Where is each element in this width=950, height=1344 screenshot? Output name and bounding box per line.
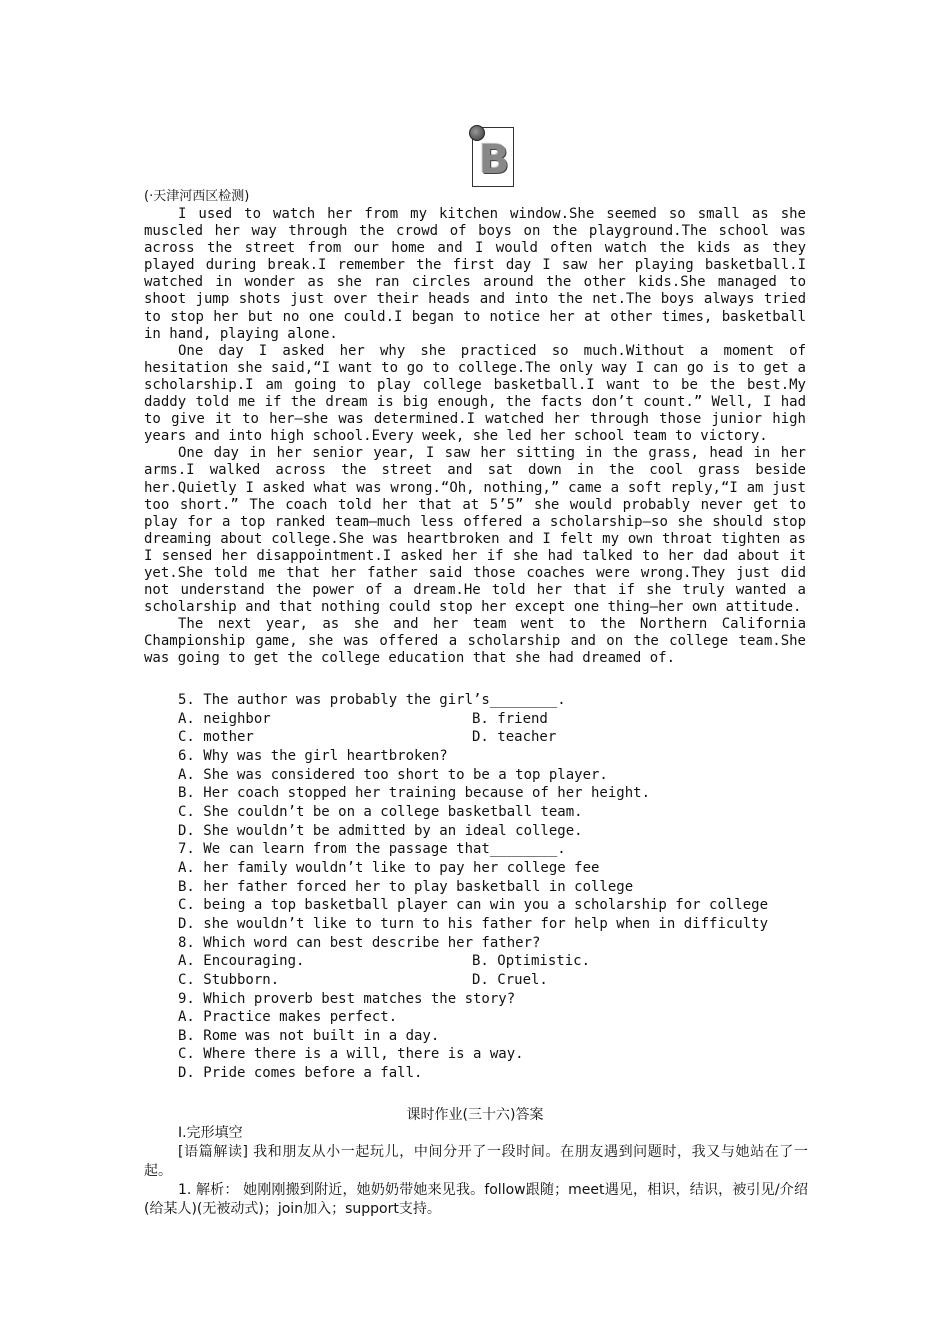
option-6c: C. She couldn’t be on a college basketball team. <box>178 803 583 820</box>
section-letter: B <box>479 137 510 183</box>
option-6d: D. She wouldn’t be admitted by an ideal college. <box>178 822 583 839</box>
reading-explanation: [语篇解读] 我和朋友从小一起玩儿，中间分开了一段时间。在朋友遇到问题时，我又与她站在了一起。 <box>144 1144 808 1179</box>
option-8b: B. Optimistic. <box>472 953 591 970</box>
question-9: 9. Which proverb best matches the story? <box>178 990 516 1007</box>
option-6a: A. She was considered too short to be a top player. <box>178 766 608 783</box>
question-7: 7. We can learn from the passage that________. <box>178 841 566 858</box>
options-row <box>178 728 808 747</box>
section-b-badge <box>472 127 514 187</box>
passage-paragraph-4: The next year, as she and her team went to the Northern California Championship game, she was offered a scholarship and on the college team.She was going to get the college education that she had dreamed of. <box>144 616 806 667</box>
option-8d: D. Cruel. <box>472 971 548 988</box>
option-7c: C. being a top basketball player can win you a scholarship for college <box>178 897 769 914</box>
option-7a: A. her family wouldn’t like to pay her college fee <box>178 859 600 876</box>
option-5d: D. teacher <box>472 729 557 746</box>
source-note: (·天津河西区检测) <box>144 189 250 204</box>
options-row <box>178 971 808 990</box>
answers-title: 课时作业(三十六)答案 <box>406 1107 544 1123</box>
option-9c: C. Where there is a will, there is a way. <box>178 1046 524 1063</box>
passage-paragraph-3: One day in her senior year, I saw her sitting in the grass, head in her arms.I walked across the street and sat down in the cool grass beside her.Quietly I asked what was wrong.“Oh, nothing,” came a soft reply,“I am just too short.” The coach told her that at 5’5” she would probably never get to play for a top ranked team—much less offered a scholarship—so she should stop dreaming about college.She was heartbroken and I felt my own throat tighten as I sensed her disappointment.I asked her if she had talked to her dad about it yet.She told me that her father said those coaches were wrong.They just did not understand the power of a dream.He told her that if she truly wanted a scholarship and that nothing could stop her except one thing—her own attitude. <box>144 445 806 616</box>
options-row <box>178 952 808 971</box>
options-row <box>178 710 808 729</box>
option-9b: B. Rome was not built in a day. <box>178 1027 440 1044</box>
option-5b: B. friend <box>472 710 548 727</box>
option-5a: A. neighbor <box>178 710 271 727</box>
option-7b: B. her father forced her to play basketball in college <box>178 878 634 895</box>
question-5: 5. The author was probably the girl’s________. <box>178 692 566 708</box>
option-6b: B. Her coach stopped her training because of her height. <box>178 785 651 802</box>
option-8c: C. Stubborn. <box>178 971 280 988</box>
passage-paragraph-1: I used to watch her from my kitchen window.She seemed so small as she muscled her way through the crowd of boys on the playground.The school was across the street from our home and I would often watch the kids as they played during break.I remember the first day I saw her playing basketball.I watched in wonder as she ran circles around the other kids.She managed to shoot jump shots just over their heads and into the net.The boys always tried to stop her but no one could.I began to notice her at other times, basketball in hand, playing alone. <box>144 206 806 342</box>
option-9d: D. Pride comes before a fall. <box>178 1065 423 1082</box>
passage-paragraph-2: One day I asked her why she practiced so much.Without a moment of hesitation she said,“I want to go to college.The only way I can go is to get a scholarship.I am going to play college basketball.I want to be the best.My daddy told me if the dream is big enough, the facts don’t count.” Well, I had to give it to her—she was determined.I watched her through those junior high years and into high school.Every week, she led her school team to victory. <box>144 342 806 445</box>
option-8a: A. Encouraging. <box>178 953 305 970</box>
answer-item-1: 1. 解析： 她刚刚搬到附近，她奶奶带她来见我。follow跟随；meet遇见，相识，结识，被引见/介绍(给某人)(无被动式)；join加入；support支持。 <box>144 1182 808 1217</box>
option-7d: D. she wouldn’t like to turn to his father for help when in difficulty <box>178 915 769 932</box>
question-list <box>178 691 808 1083</box>
answers-section <box>144 1124 808 1219</box>
reading-passage <box>144 206 806 668</box>
option-9a: A. Practice makes perfect. <box>178 1009 398 1026</box>
question-8: 8. Which word can best describe her father? <box>178 934 541 951</box>
option-5c: C. mother <box>178 729 254 746</box>
question-6: 6. Why was the girl heartbroken? <box>178 747 448 764</box>
answers-section-heading: Ⅰ.完形填空 <box>178 1125 243 1141</box>
